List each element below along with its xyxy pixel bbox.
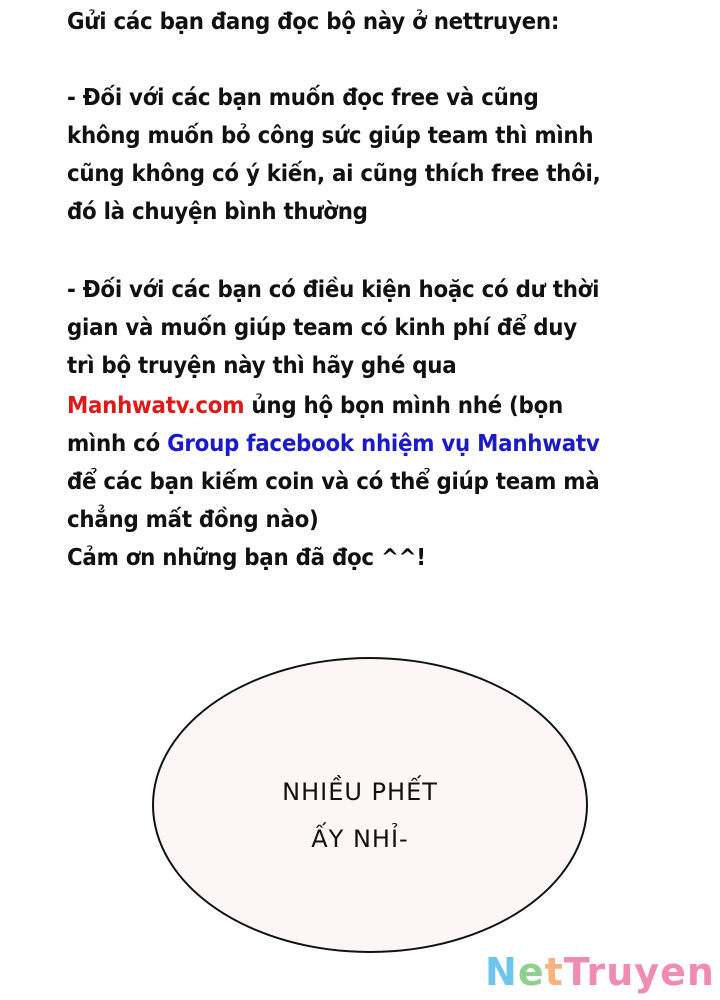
watermark-part: t <box>544 950 564 994</box>
message-line: Cảm ơn những bạn đã đọc ^^! <box>67 545 426 571</box>
message-line: - Đối với các bạn có điều kiện hoặc có dư thời <box>67 277 600 303</box>
nettruyen-watermark <box>485 950 715 994</box>
message-line: cũng không có ý kiến, ai cũng thích free thôi, <box>67 161 601 187</box>
message-line: gian và muốn giúp team có kinh phí để duy <box>67 315 577 341</box>
manhwatv-link[interactable]: Manhwatv.com <box>67 393 245 419</box>
message-line: Gửi các bạn đang đọc bộ này ở nettruyen: <box>67 9 560 35</box>
message-line: đó là chuyện bình thường <box>67 199 368 225</box>
bubble-text-line-1: NHIỀU PHẾT <box>282 778 438 806</box>
message-line: trì bộ truyện này thì hãy ghé qua <box>67 353 457 379</box>
message-line: chẳng mất đồng nào) <box>67 507 319 533</box>
watermark-part: e <box>517 950 545 994</box>
watermark-part: Truyen <box>563 950 715 994</box>
watermark-part: N <box>485 950 518 994</box>
message-line: - Đối với các bạn muốn đọc free và cũng <box>67 85 539 111</box>
message-line: để các bạn kiếm coin và có thể giúp team mà <box>67 469 600 495</box>
facebook-group-link[interactable]: Group facebook nhiệm vụ Manhwatv <box>167 431 600 457</box>
message-text: mình có <box>67 431 160 457</box>
message-line <box>67 391 563 421</box>
bubble-text-line-2: ẤY NHỈ- <box>311 825 409 853</box>
message-text: ủng hộ bọn mình nhé (bọn <box>251 393 563 419</box>
message-line <box>67 429 599 459</box>
message-line: không muốn bỏ công sức giúp team thì mình <box>67 123 594 149</box>
